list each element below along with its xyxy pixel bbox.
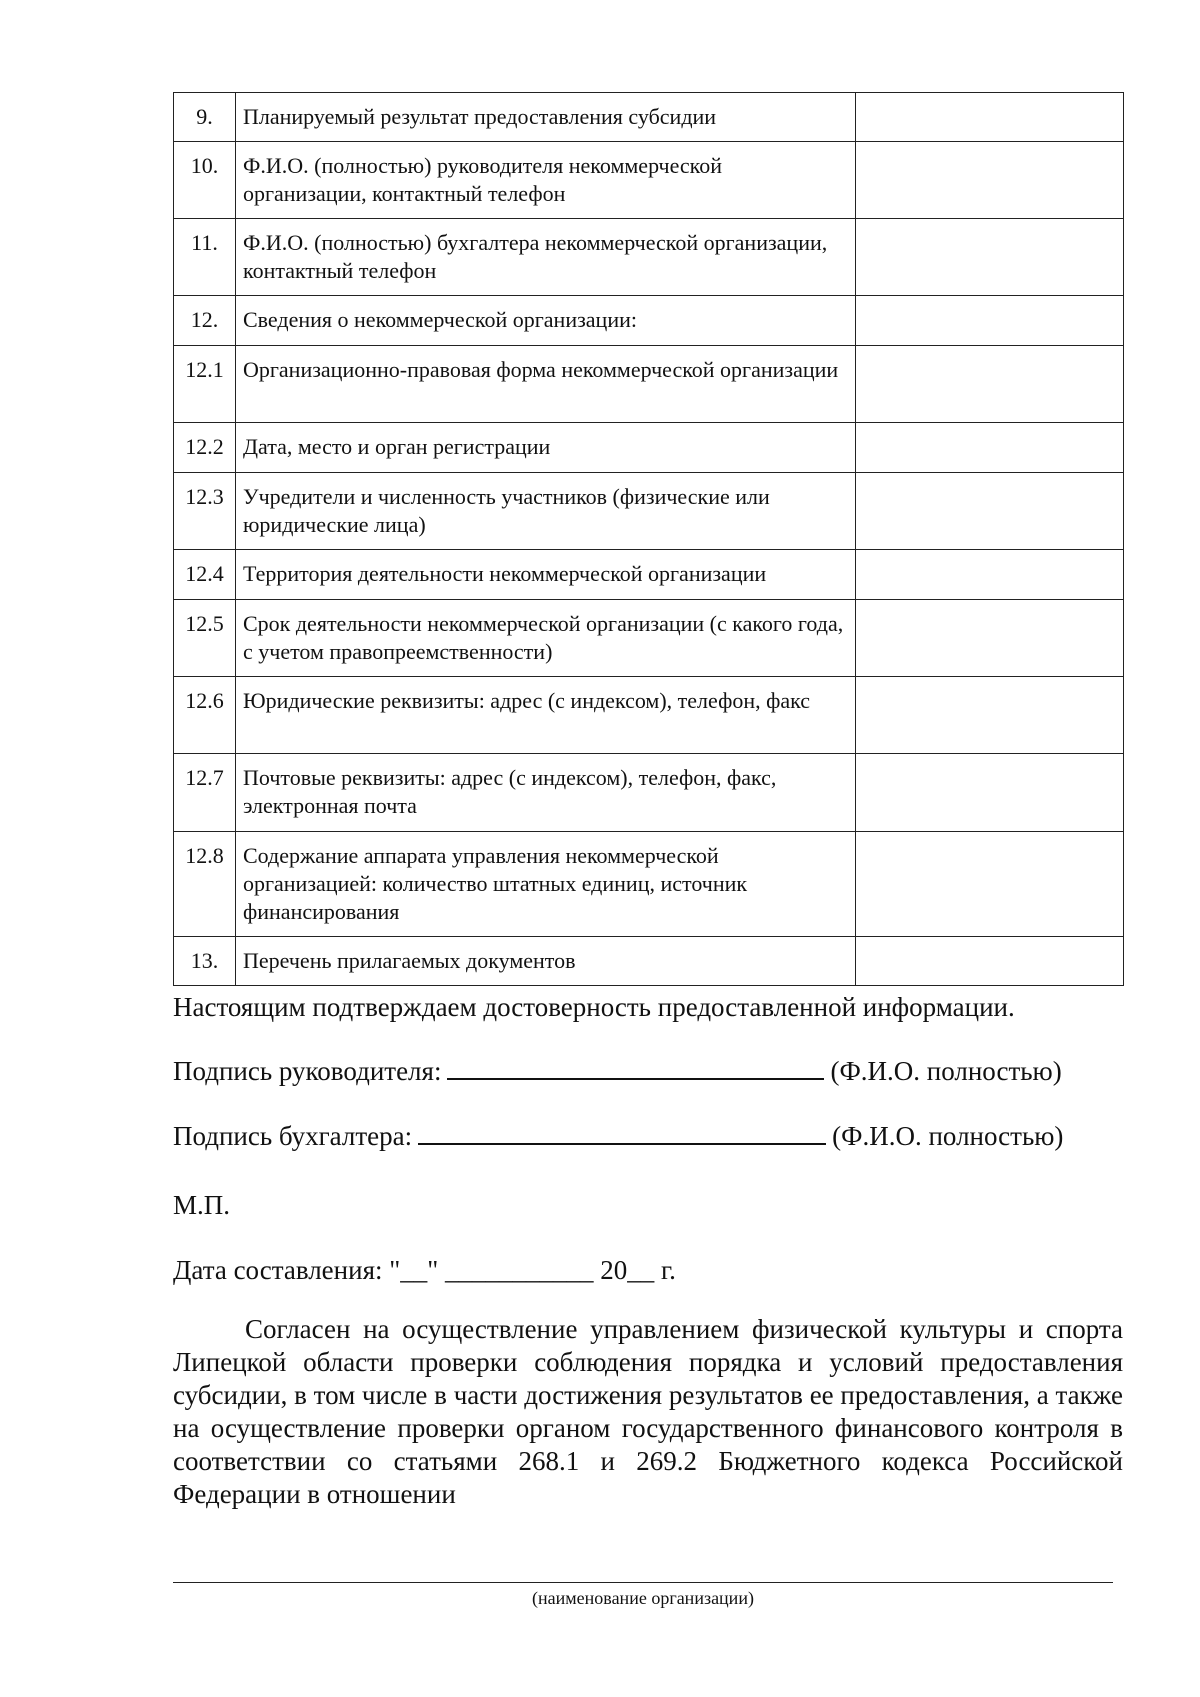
organization-caption: (наименование организации) (532, 1588, 754, 1608)
row-label: Юридические реквизиты: адрес (с индексом), телефон, факс (236, 677, 856, 754)
table-row (174, 219, 1124, 296)
confirmation-text: Настоящим подтверждаем достоверность предоставленной информации. (173, 992, 1015, 1022)
row-label: Ф.И.О. (полностью) руководителя некоммерческой организации, контактный телефон (236, 142, 856, 219)
row-number: 12. (174, 296, 236, 346)
row-value-cell[interactable] (856, 754, 1124, 832)
accountant-signature-field[interactable] (418, 1119, 826, 1145)
row-number: 12.4 (174, 550, 236, 600)
row-number: 12.1 (174, 346, 236, 423)
date-label: Дата составления: (173, 1255, 383, 1285)
head-signature-field[interactable] (447, 1054, 824, 1080)
row-label: Перечень прилагаемых документов (236, 937, 856, 986)
table-row (174, 677, 1124, 754)
row-value-cell[interactable] (856, 937, 1124, 986)
head-signature-suffix: (Ф.И.О. полностью) (830, 1056, 1062, 1086)
row-label: Дата, место и орган регистрации (236, 423, 856, 473)
date-year[interactable]: 20__ (600, 1255, 655, 1285)
row-value-cell[interactable] (856, 93, 1124, 142)
row-value-cell[interactable] (856, 473, 1124, 550)
row-number: 10. (174, 142, 236, 219)
row-number: 12.8 (174, 832, 236, 937)
row-value-cell[interactable] (856, 219, 1124, 296)
table-row (174, 142, 1124, 219)
row-number: 13. (174, 937, 236, 986)
table-row (174, 296, 1124, 346)
row-value-cell[interactable] (856, 677, 1124, 754)
consent-paragraph (173, 1313, 1123, 1511)
head-signature-label: Подпись руководителя: (173, 1056, 442, 1086)
table-row (174, 93, 1124, 142)
row-number: 12.5 (174, 600, 236, 677)
row-label: Территория деятельности некоммерческой организации (236, 550, 856, 600)
organization-name-field[interactable] (173, 1582, 1113, 1583)
accountant-signature-label: Подпись бухгалтера: (173, 1121, 413, 1151)
row-number: 12.2 (174, 423, 236, 473)
row-label: Содержание аппарата управления некоммерческой организацией: количество штатных единиц, источник финансирования (236, 832, 856, 937)
row-number: 12.6 (174, 677, 236, 754)
row-label: Срок деятельности некоммерческой организации (с какого года, с учетом правопреемственности) (236, 600, 856, 677)
row-number: 12.7 (174, 754, 236, 832)
row-label: Сведения о некоммерческой организации: (236, 296, 856, 346)
row-value-cell[interactable] (856, 142, 1124, 219)
row-value-cell[interactable] (856, 600, 1124, 677)
head-signature-line (173, 1054, 1062, 1088)
table-row (174, 473, 1124, 550)
row-value-cell[interactable] (856, 550, 1124, 600)
row-value-cell[interactable] (856, 296, 1124, 346)
accountant-signature-suffix: (Ф.И.О. полностью) (832, 1121, 1064, 1151)
table-row (174, 550, 1124, 600)
row-label: Планируемый результат предоставления субсидии (236, 93, 856, 142)
table-row (174, 346, 1124, 423)
date-suffix: г. (661, 1255, 676, 1285)
date-day[interactable]: "__" (389, 1255, 439, 1285)
table-row (174, 832, 1124, 937)
consent-text: Согласен на осуществление управлением физической культуры и спорта Липецкой области проверки соблюдения порядка и условий предоставления субсидии, в том числе в части достижения результатов ее предоставления, а также на осуществление проверки органом государственного финансового контроля в соответствии со статьями 268.1 и 269.2 Бюджетного кодекса Российской Федерации в отношении (173, 1314, 1123, 1509)
table-row (174, 600, 1124, 677)
stamp-placeholder: М.П. (173, 1190, 231, 1220)
row-label: Почтовые реквизиты: адрес (с индексом), телефон, факс, электронная почта (236, 754, 856, 832)
table-row (174, 937, 1124, 986)
row-value-cell[interactable] (856, 346, 1124, 423)
accountant-signature-line (173, 1119, 1063, 1153)
row-label: Ф.И.О. (полностью) бухгалтера некоммерческой организации, контактный телефон (236, 219, 856, 296)
row-value-cell[interactable] (856, 423, 1124, 473)
row-number: 9. (174, 93, 236, 142)
row-label: Организационно-правовая форма некоммерческой организации (236, 346, 856, 423)
row-number: 12.3 (174, 473, 236, 550)
application-table (173, 92, 1124, 986)
date-line (173, 1253, 676, 1287)
row-label: Учредители и численность участников (физические или юридические лица) (236, 473, 856, 550)
date-month[interactable]: ___________ (445, 1255, 594, 1285)
row-number: 11. (174, 219, 236, 296)
row-value-cell[interactable] (856, 832, 1124, 937)
table-row (174, 423, 1124, 473)
table-row (174, 754, 1124, 832)
